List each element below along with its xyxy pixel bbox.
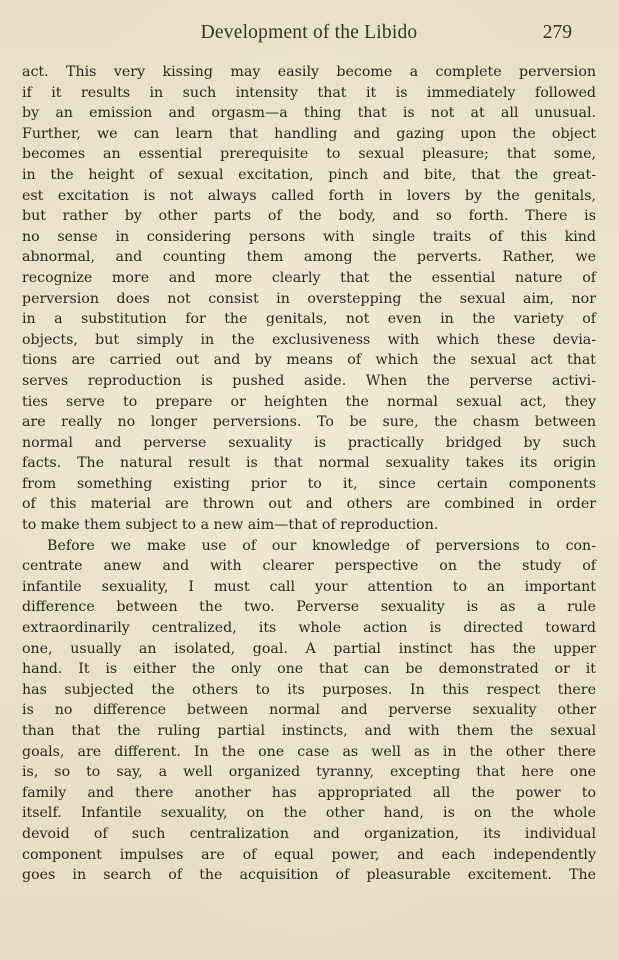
text-line: but rather by other parts of the body, and so forth. There is xyxy=(22,208,596,225)
text-line: component impulses are of equal power, and each independently xyxy=(22,846,596,863)
text-line: goals, are different. In the one case as well as in the other there xyxy=(22,743,596,760)
text-line: itself. Infantile sexuality, on the other hand, is on the whole xyxy=(22,805,596,822)
text-line: one, usually an isolated, goal. A partial instinct has the upper xyxy=(22,640,596,657)
text-line: goes in search of the acquisition of pleasurable excitement. The xyxy=(22,867,596,884)
text-line: by an emission and orgasm—a thing that is not at all unusual. xyxy=(22,105,596,122)
text-line: is no difference between normal and perverse sexuality other xyxy=(22,702,596,719)
text-line: est excitation is not always called forth in lovers by the genitals, xyxy=(22,187,596,204)
text-line: are really no longer perversions. To be sure, the chasm between xyxy=(22,414,596,431)
paragraph-last-line: to make them subject to a new aim—that of reproduction. xyxy=(22,517,439,534)
text-line: facts. The natural result is that normal sexuality takes its origin xyxy=(22,455,596,472)
text-line: devoid of such centralization and organization, its individual xyxy=(22,825,596,842)
text-line: Further, we can learn that handling and gazing upon the object xyxy=(22,125,596,142)
text-line: tions are carried out and by means of which the sexual act that xyxy=(22,352,596,369)
text-line: than that the ruling partial instincts, and with them the sexual xyxy=(22,723,596,739)
text-line: perversion does not consist in overstepping the sexual aim, nor xyxy=(22,290,596,307)
text-line: becomes an essential prerequisite to sexual pleasure; that some, xyxy=(22,146,596,163)
text-line: abnormal, and counting them among the perverts. Rather, we xyxy=(22,249,596,266)
text-line: in the height of sexual excitation, pinch and bite, that the great- xyxy=(22,166,596,183)
paragraph-first-line: Before we make use of our knowledge of perversions to con- xyxy=(47,537,596,554)
chapter-title: Development of the Libido xyxy=(200,22,418,43)
text-line: has subjected the others to its purposes. In this respect there xyxy=(22,681,596,698)
text-line: from something existing prior to it, since certain components xyxy=(22,475,596,492)
text-line: act. This very kissing may easily become a complete perversion xyxy=(22,64,596,80)
text-line: extraordinarily centralized, its whole action is directed toward xyxy=(22,620,596,637)
running-head xyxy=(22,22,596,48)
page-number: 279 xyxy=(542,22,572,43)
text-line: ties serve to prepare or heighten the normal sexual act, they xyxy=(22,393,596,410)
text-line: difference between the two. Perverse sexuality is as a rule xyxy=(22,599,596,616)
text-line: in a substitution for the genitals, not even in the variety of xyxy=(22,311,596,328)
text-line: infantile sexuality, I must call your attention to an important xyxy=(22,578,596,595)
text-line: is, so to say, a well organized tyranny, excepting that here one xyxy=(22,764,596,781)
text-line: family and there another has appropriated all the power to xyxy=(22,784,596,801)
text-line: of this material are thrown out and others are combined in order xyxy=(22,496,596,513)
text-line: serves reproduction is pushed aside. When the perverse activi- xyxy=(22,372,596,389)
text-line: recognize more and more clearly that the essential nature of xyxy=(22,269,596,286)
text-line: centrate anew and with clearer perspective on the study of xyxy=(22,558,596,575)
text-line: objects, but simply in the exclusiveness with which these devia- xyxy=(22,331,596,348)
text-line: normal and perverse sexuality is practically bridged by such xyxy=(22,434,596,451)
text-line: hand. It is either the only one that can be demonstrated or it xyxy=(22,661,596,678)
text-line: if it results in such intensity that it is immediately followed xyxy=(22,84,596,101)
text-line: no sense in considering persons with single traits of this kind xyxy=(22,228,596,245)
body-text xyxy=(22,62,596,886)
